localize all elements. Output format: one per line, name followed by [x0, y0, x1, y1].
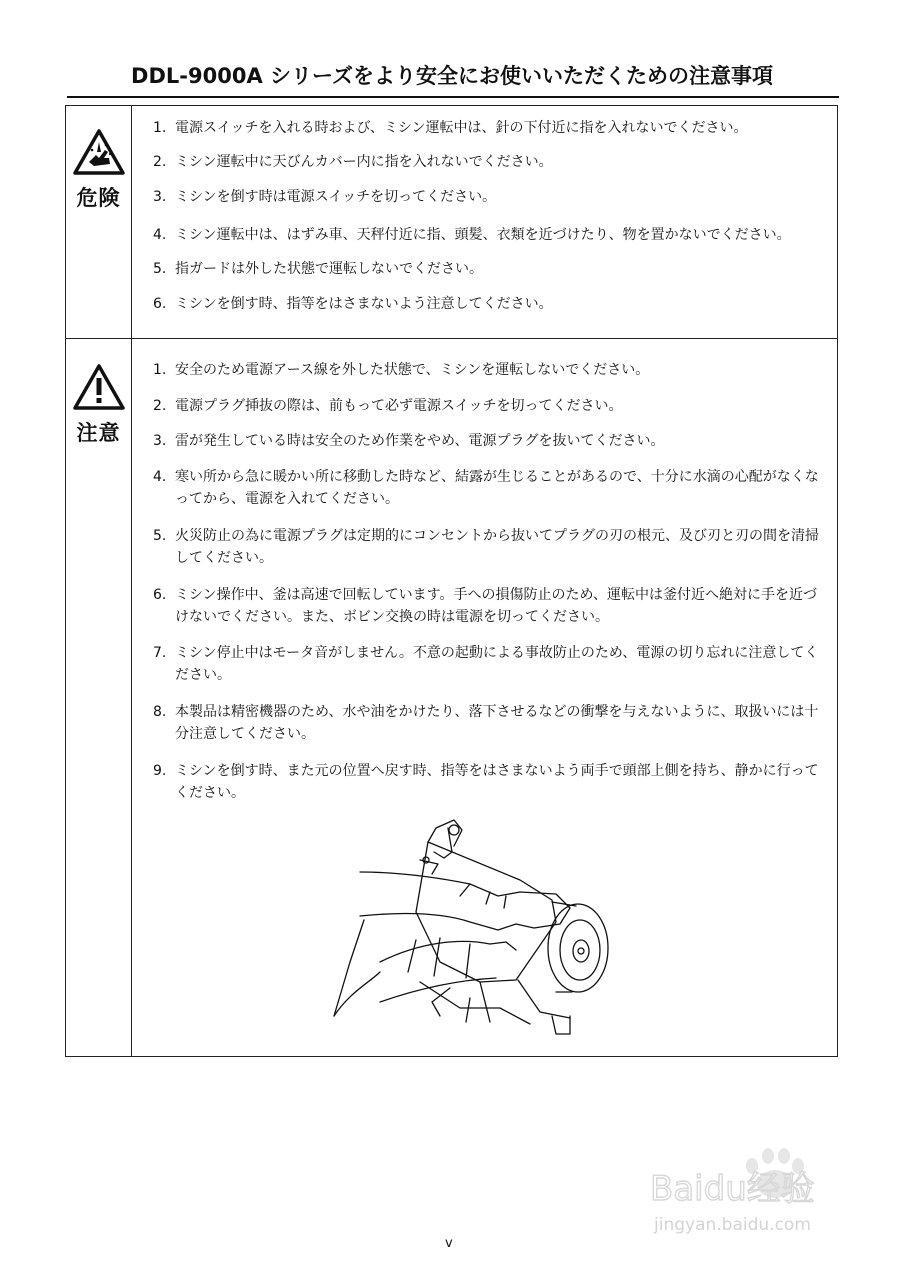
section-divider: [65, 338, 838, 339]
page-title: DDL-9000A シリーズをより安全にお使いいただくための注意事項: [131, 64, 773, 88]
list-item: 5. 指ガードは外した状態で運転しないでください。: [153, 261, 483, 277]
list-item: 3. ミシンを倒す時は電源スイッチを切ってください。: [153, 189, 497, 205]
watermark-url: jingyan.baidu.com: [654, 1215, 811, 1235]
list-item: 7. ミシン停止中はモータ音がしません。不意の起動による事故防止のため、電源の切り忘れに注意してください。: [153, 645, 819, 683]
list-item: 1. 電源スイッチを入れる時および、ミシン運転中は、針の下付近に指を入れないでください。: [153, 120, 748, 136]
exclamation-triangle-icon: [72, 363, 126, 411]
list-item: 4. ミシン運転中は、はずみ車、天秤付近に指、頭髪、衣類を近づけたり、物を置かないでください。: [153, 227, 791, 243]
danger-icon-cell: [66, 128, 131, 212]
caution-icon-cell: [66, 363, 131, 447]
baidu-watermark: [650, 1140, 850, 1244]
list-item: 1. 安全のため電源アース線を外した状態で、ミシンを運転しないでください。: [153, 362, 650, 378]
title-underline: [67, 96, 839, 98]
hand-injury-warning-icon: [72, 128, 126, 176]
list-item: 9. ミシンを倒す時、また元の位置へ戻す時、指等をはさまないよう両手で頭部上側を持ち、静かに行ってください。: [153, 763, 819, 801]
list-item: 2. 電源プラグ挿抜の際は、前もって必ず電源スイッチを切ってください。: [153, 398, 623, 414]
watermark-brand: Baidu经验: [650, 1169, 815, 1209]
column-divider: [131, 105, 132, 1057]
danger-label: 危険: [76, 186, 121, 210]
list-item: 6. ミシン操作中、釜は高速で回転しています。手への損傷防止のため、運転中は釜付近へ絶対に手を近づけないでください。また、ボビン交換の時は電源を切ってください。: [153, 587, 817, 625]
hands-tilting-sewing-machine-illustration: [320, 812, 620, 1044]
caution-label: 注意: [76, 421, 121, 445]
list-item: 4. 寒い所から急に暖かい所に移動した時など、結露が生じることがあるので、十分に水滴の心配がなくなってから、電源を入れてください。: [153, 469, 819, 507]
page-number: v: [445, 1236, 453, 1251]
list-item: 5. 火災防止の為に電源プラグは定期的にコンセントから抜いてプラグの刃の根元、及び刃と刃の間を清掃してください。: [153, 528, 819, 566]
list-item: 3. 雷が発生している時は安全のため作業をやめ、電源プラグを抜いてください。: [153, 433, 665, 449]
list-item: 6. ミシンを倒す時、指等をはさまないよう注意してください。: [153, 296, 553, 312]
list-item: 2. ミシン運転中に天びんカバー内に指を入れないでください。: [153, 154, 553, 170]
list-item: 8. 本製品は精密機器のため、水や油をかけたり、落下させるなどの衝撃を与えないように、取扱いには十分注意してください。: [153, 704, 819, 742]
